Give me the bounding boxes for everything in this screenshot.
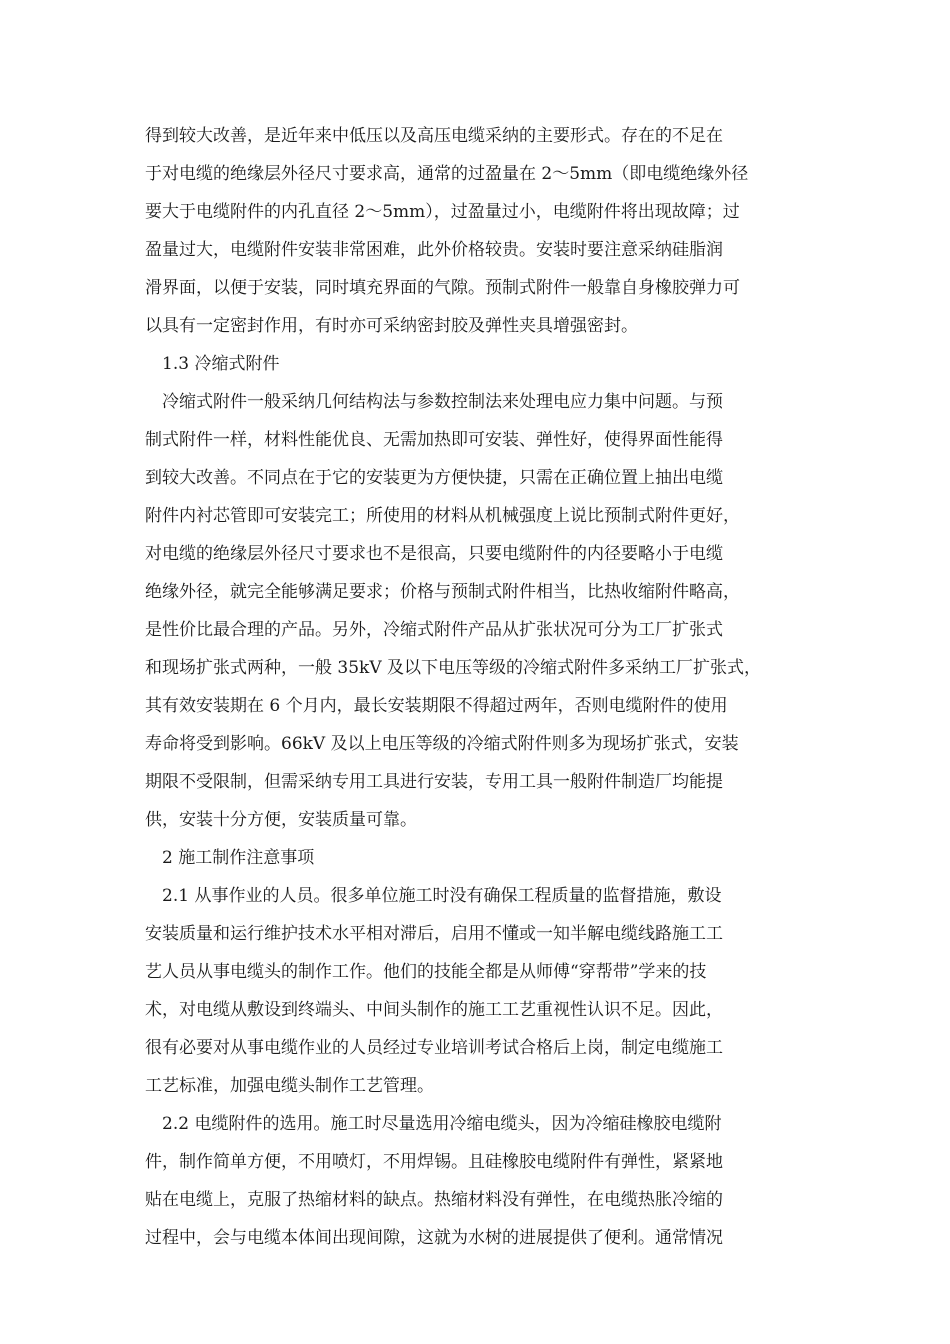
paragraph-line: 贴在电缆上，克服了热缩材料的缺点。热缩材料没有弹性，在电缆热胀冷缩的	[145, 1190, 723, 1210]
paragraph-line: 盈量过大，电缆附件安装非常困难，此外价格较贵。安装时要注意采纳硅脂润	[145, 240, 723, 260]
paragraph-line: 术，对电缆从敷设到终端头、中间头制作的施工工艺重视性认识不足。因此，	[145, 1000, 723, 1020]
paragraph-line: 对电缆的绝缘层外径尺寸要求也不是很高，只要电缆附件的内径要略小于电缆	[145, 544, 723, 564]
paragraph-line: 是性价比最合理的产品。另外，冷缩式附件产品从扩张状况可分为工厂扩张式	[145, 620, 723, 640]
paragraph-line: 2.1 从事作业的人员。很多单位施工时没有确保工程质量的监督措施，敷设	[162, 886, 722, 906]
paragraph-line: 供，安装十分方便，安装质量可靠。	[145, 810, 417, 830]
paragraph-line: 以具有一定密封作用，有时亦可采纳密封胶及弹性夹具增强密封。	[145, 316, 638, 336]
paragraph-line: 其有效安装期在 6 个月内，最长安装期限不得超过两年，否则电缆附件的使用	[145, 696, 728, 716]
paragraph-line: 艺人员从事电缆头的制作工作。他们的技能全都是从师傅“穿帮带”学来的技	[145, 962, 707, 982]
paragraph-line: 于对电缆的绝缘层外径尺寸要求高，通常的过盈量在 2～5mm（即电缆绝缘外径	[145, 164, 749, 184]
paragraph-line: 件，制作简单方便，不用喷灯，不用焊锡。且硅橡胶电缆附件有弹性，紧紧地	[145, 1152, 723, 1172]
paragraph-line: 滑界面，以便于安装，同时填充界面的气隙。预制式附件一般靠自身橡胶弹力可	[145, 278, 740, 298]
paragraph-line: 期限不受限制，但需采纳专用工具进行安装，专用工具一般附件制造厂均能提	[145, 772, 723, 792]
paragraph-line: 冷缩式附件一般采纳几何结构法与参数控制法来处理电应力集中问题。与预	[162, 392, 723, 412]
paragraph-line: 安装质量和运行维护技术水平相对滞后，启用不懂或一知半解电缆线路施工工	[145, 924, 723, 944]
paragraph-line: 得到较大改善，是近年来中低压以及高压电缆采纳的主要形式。存在的不足在	[145, 126, 723, 146]
paragraph-line: 工艺标准，加强电缆头制作工艺管理。	[145, 1076, 434, 1096]
paragraph-line: 制式附件一样，材料性能优良、无需加热即可安装、弹性好，使得界面性能得	[145, 430, 723, 450]
section-heading-2: 2 施工制作注意事项	[162, 848, 315, 868]
section-heading-1-3: 1.3 冷缩式附件	[162, 354, 280, 374]
paragraph-line: 附件内衬芯管即可安装完工；所使用的材料从机械强度上说比预制式附件更好，	[145, 506, 740, 526]
paragraph-line: 要大于电缆附件的内孔直径 2～5mm），过盈量过小，电缆附件将出现故障；过	[145, 202, 740, 222]
paragraph-line: 很有必要对从事电缆作业的人员经过专业培训考试合格后上岗，制定电缆施工	[145, 1038, 723, 1058]
paragraph-line: 和现场扩张式两种，一般 35kV 及以下电压等级的冷缩式附件多采纳工厂扩张式，	[145, 658, 762, 678]
paragraph-line: 到较大改善。不同点在于它的安装更为方便快捷，只需在正确位置上抽出电缆	[145, 468, 723, 488]
paragraph-line: 绝缘外径，就完全能够满足要求；价格与预制式附件相当，比热收缩附件略高，	[145, 582, 740, 602]
paragraph-line: 2.2 电缆附件的选用。施工时尽量选用冷缩电缆头，因为冷缩硅橡胶电缆附	[162, 1114, 722, 1134]
paragraph-line: 寿命将受到影响。66kV 及以上电压等级的冷缩式附件则多为现场扩张式，安装	[145, 734, 739, 754]
paragraph-line: 过程中，会与电缆本体间出现间隙，这就为水树的进展提供了便利。通常情况	[145, 1228, 723, 1248]
